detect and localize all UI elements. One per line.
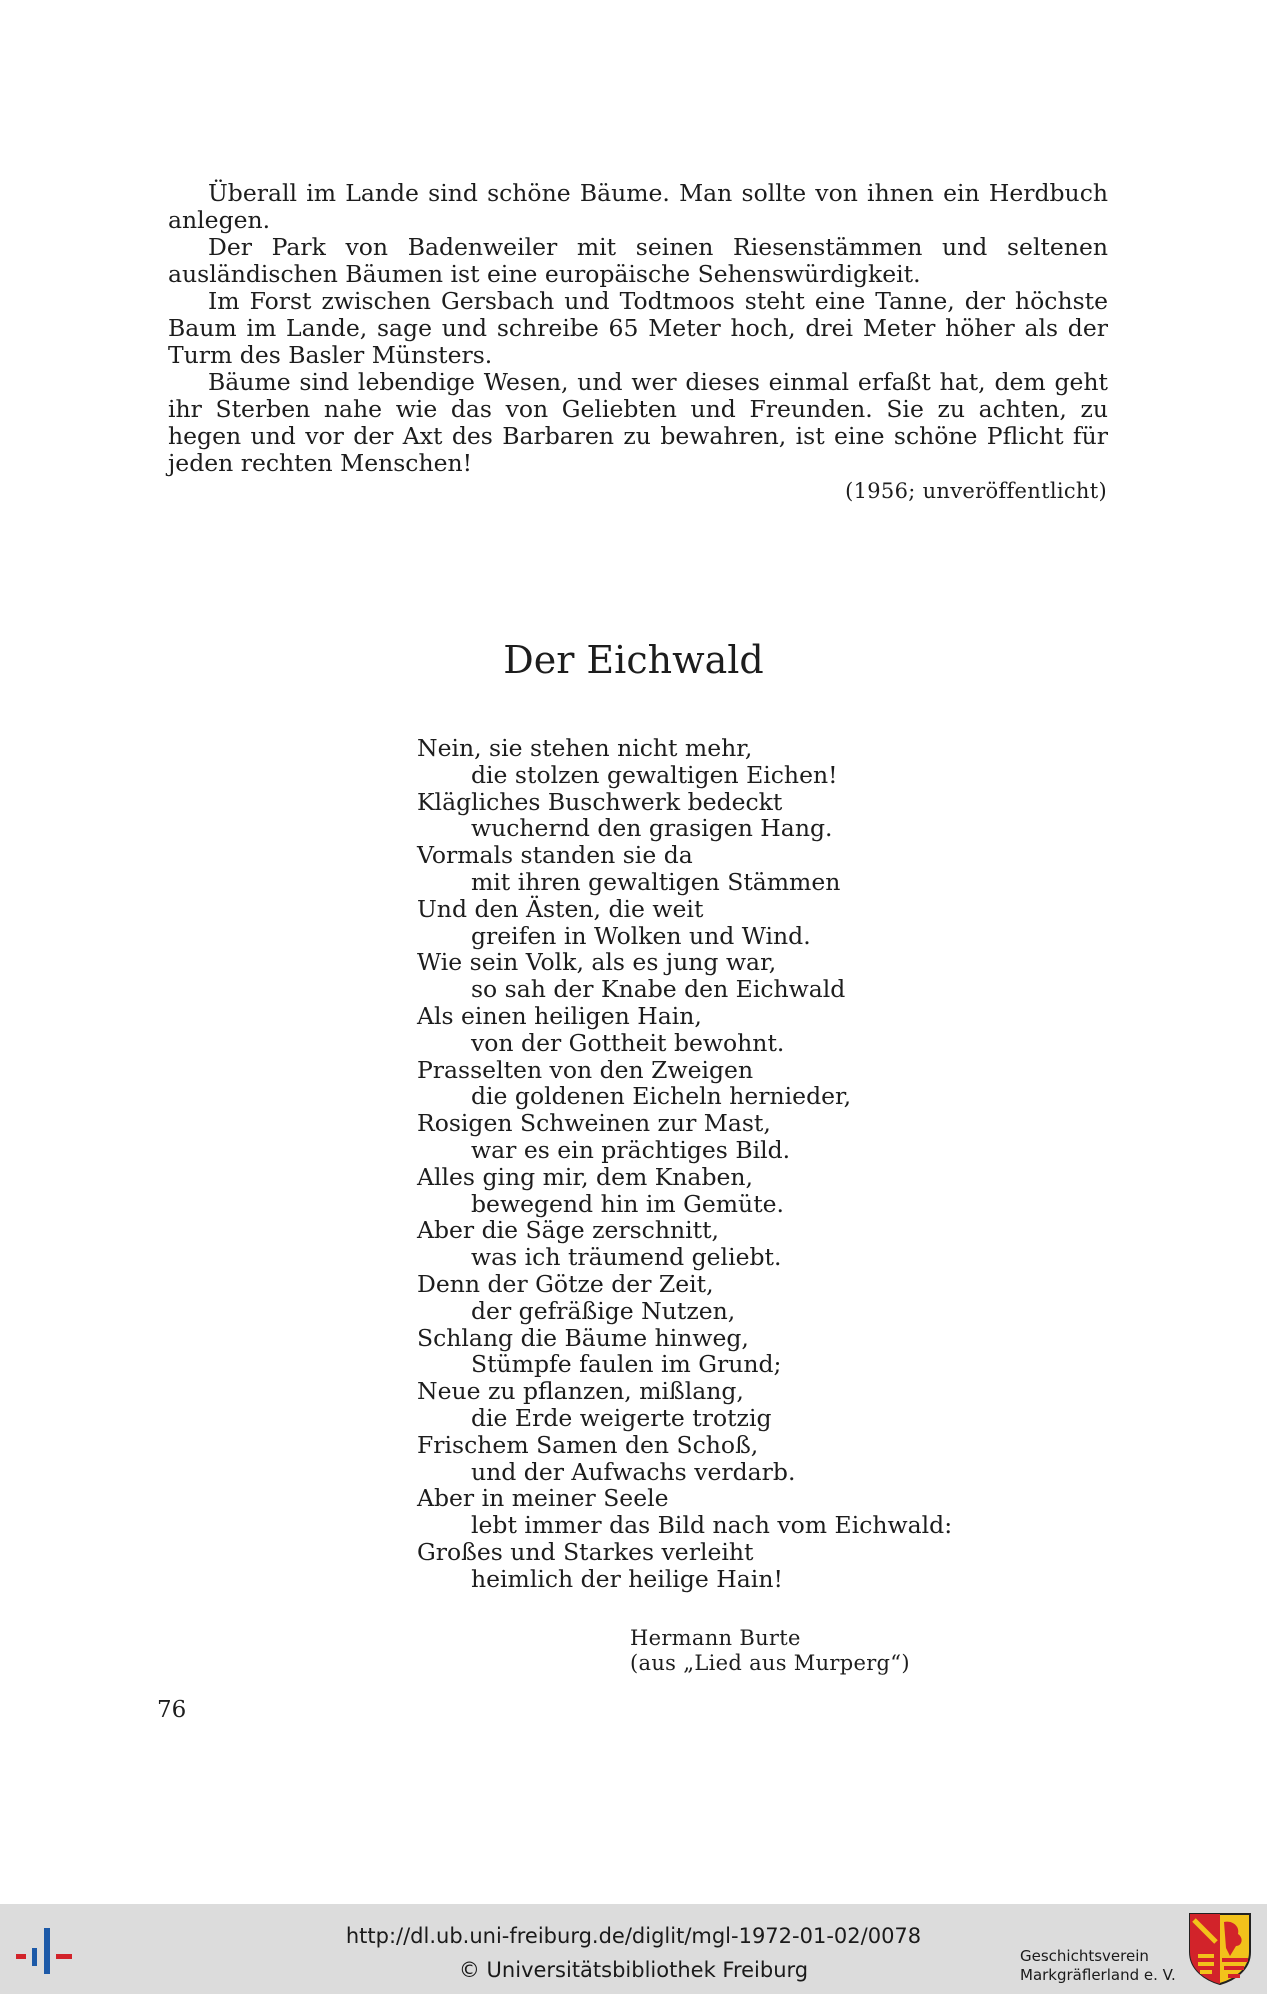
- poem-line: Und den Ästen, die weit: [417, 894, 704, 923]
- footer-copyright: © Universitätsbibliothek Freiburg: [458, 1958, 809, 1982]
- poem-attribution: [630, 1626, 910, 1676]
- poem-line: und der Aufwachs verdarb.: [471, 1457, 796, 1486]
- poem-line: was ich träumend geliebt.: [471, 1243, 782, 1272]
- poem-line: Klägliches Buschwerk bedeckt: [417, 787, 783, 816]
- poem-line: Alles ging mir, dem Knaben,: [417, 1162, 753, 1191]
- poem-line: heimlich der heilige Hain!: [471, 1564, 783, 1593]
- prose-paragraph: Der Park von Badenweiler mit seinen Riesenstämmen und seltenen ausländischen Bäumen ist eine europäische Sehenswürdigkeit.: [168, 233, 1108, 288]
- footer-url[interactable]: http://dl.ub.uni-freiburg.de/diglit/mgl-1972-01-02/0078: [345, 1924, 922, 1948]
- society-name-line: Markgräflerland e. V.: [1020, 1966, 1176, 1984]
- poem-line: Nein, sie stehen nicht mehr,: [417, 734, 753, 762]
- poem-source: (aus „Lied aus Murperg“): [630, 1651, 910, 1675]
- poem-line: von der Gottheit bewohnt.: [471, 1028, 785, 1057]
- poem-line: Frischem Samen den Schoß,: [417, 1430, 759, 1459]
- poem-line: Vormals standen sie da: [417, 841, 693, 870]
- poem-line: Schlang die Bäume hinweg,: [417, 1323, 749, 1352]
- page-number: 76: [157, 1697, 187, 1723]
- poem-line: Wie sein Volk, als es jung war,: [417, 948, 777, 977]
- poem-line: Prasselten von den Zweigen: [417, 1055, 754, 1084]
- poem-line: so sah der Knabe den Eichwald: [471, 975, 846, 1004]
- poem-line: mit ihren gewaltigen Stämmen: [471, 867, 841, 896]
- poem-line: Stümpfe faulen im Grund;: [471, 1350, 782, 1379]
- poem-line: wuchernd den grasigen Hang.: [471, 814, 833, 843]
- poem-line: die Erde weigerte trotzig: [471, 1403, 772, 1432]
- poem-line: die goldenen Eicheln hernieder,: [471, 1082, 852, 1111]
- prose-paragraph: Im Forst zwischen Gersbach und Todtmoos steht eine Tanne, der höchste Baum im Lande, sage und schreibe 65 Meter hoch, drei Meter höher als der Turm des Basler Münsters.: [168, 287, 1108, 369]
- prose-source: (1956; unveröffentlicht): [845, 479, 1107, 503]
- prose-paragraph: Überall im Lande sind schöne Bäume. Man sollte von ihnen ein Herdbuch anlegen.: [168, 179, 1108, 234]
- coat-of-arms-icon: [1188, 1912, 1252, 1986]
- poem-line: Als einen heiligen Hain,: [417, 1001, 702, 1030]
- society-name: [1020, 1947, 1176, 1985]
- poem-line: die stolzen gewaltigen Eichen!: [471, 760, 838, 789]
- poem-line: Aber in meiner Seele: [417, 1484, 669, 1513]
- poem-line: war es ein prächtiges Bild.: [471, 1135, 791, 1164]
- footer-bar: [0, 1904, 1267, 1994]
- poem-line: Neue zu pflanzen, mißlang,: [417, 1377, 744, 1406]
- poem-line: der gefräßige Nutzen,: [471, 1296, 736, 1325]
- poem-body: [417, 735, 952, 1593]
- poem-line: greifen in Wolken und Wind.: [471, 921, 811, 950]
- poem-line: Rosigen Schweinen zur Mast,: [417, 1109, 771, 1138]
- poem-line: Aber die Säge zerschnitt,: [417, 1216, 719, 1245]
- society-name-line: Geschichtsverein: [1020, 1947, 1149, 1965]
- poem-title: Der Eichwald: [503, 638, 764, 682]
- poem-author: Hermann Burte: [630, 1626, 801, 1650]
- poem-line: Großes und Starkes verleiht: [417, 1537, 754, 1566]
- poem-line: Denn der Götze der Zeit,: [417, 1269, 714, 1298]
- poem-line: lebt immer das Bild nach vom Eichwald:: [471, 1511, 953, 1540]
- prose-section: [168, 180, 1108, 477]
- poem-line: bewegend hin im Gemüte.: [471, 1189, 785, 1218]
- prose-paragraph: Bäume sind lebendige Wesen, und wer dieses einmal erfaßt hat, dem geht ihr Sterben nahe wie das von Geliebten und Freunden. Sie zu achten, zu hegen und vor der Axt des Barbaren zu bewahren, ist eine schöne Pflicht für jeden rechten Menschen!: [168, 368, 1108, 477]
